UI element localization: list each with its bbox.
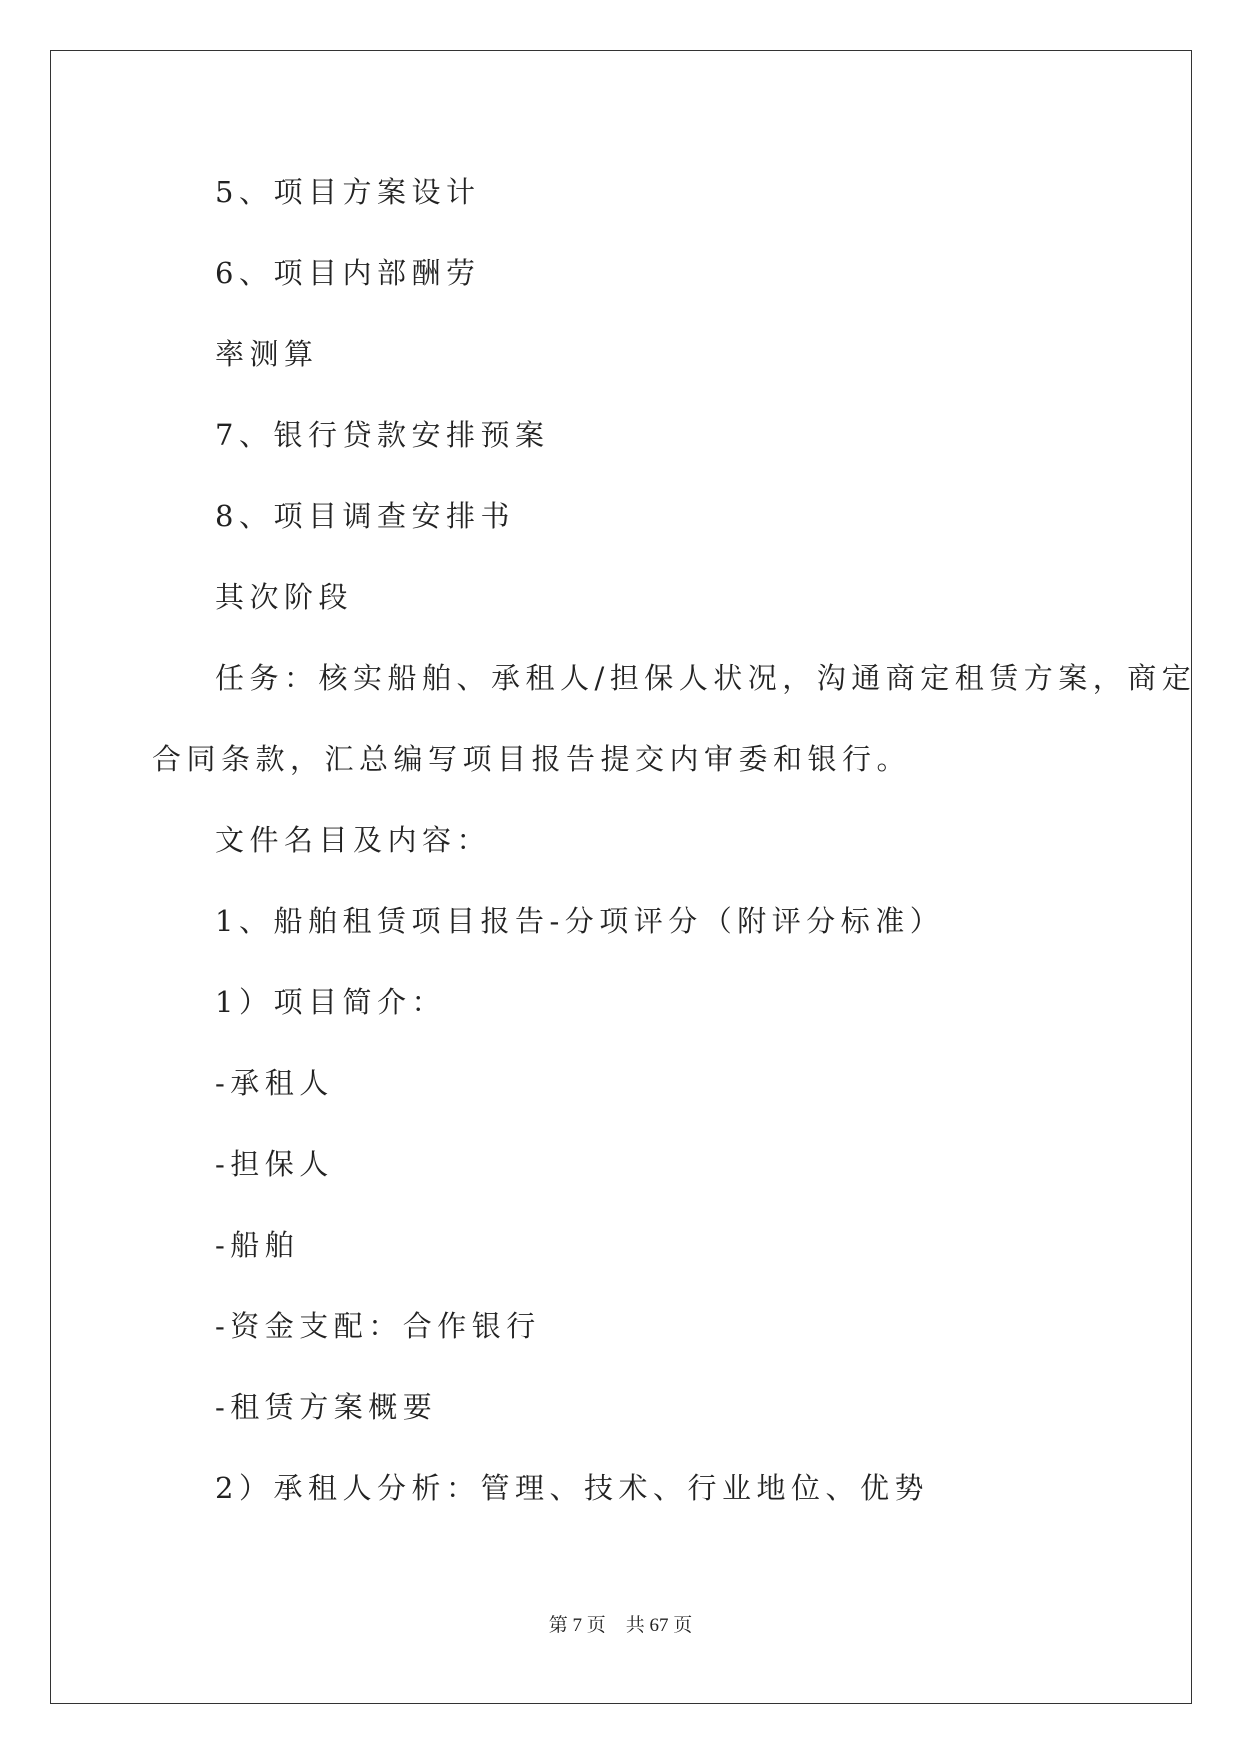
list-item: -资金支配：合作银行	[215, 1309, 541, 1343]
page-number: 第 7 页	[548, 1615, 606, 1636]
page-border	[50, 50, 1192, 1704]
text-line: 2）承租人分析：管理、技术、行业地位、优势	[215, 1471, 929, 1505]
page-total: 共 67 页	[625, 1615, 693, 1636]
text-line: 5、项目方案设计	[215, 175, 481, 209]
text-line: 1、船舶租赁项目报告-分项评分（附评分标准）	[215, 904, 945, 938]
text-line: 任务：核实船舶、承租人/担保人状况，沟通商定租赁方案，商定	[215, 661, 1197, 695]
list-item: -承租人	[215, 1066, 334, 1100]
section-heading: 其次阶段	[215, 580, 354, 614]
list-item: -船舶	[215, 1228, 300, 1262]
text-line: 7、银行贷款安排预案	[215, 418, 550, 452]
page-footer	[0, 1613, 1241, 1639]
text-line: 合同条款，汇总编写项目报告提交内审委和银行。	[152, 742, 912, 776]
list-item: -租赁方案概要	[215, 1390, 438, 1424]
text-line: 率测算	[215, 337, 319, 371]
text-line: 文件名目及内容：	[215, 823, 492, 857]
text-line: 1）项目简介：	[215, 985, 446, 1019]
text-line: 6、项目内部酬劳	[215, 256, 481, 290]
list-item: -担保人	[215, 1147, 334, 1181]
text-line: 8、项目调查安排书	[215, 499, 515, 533]
